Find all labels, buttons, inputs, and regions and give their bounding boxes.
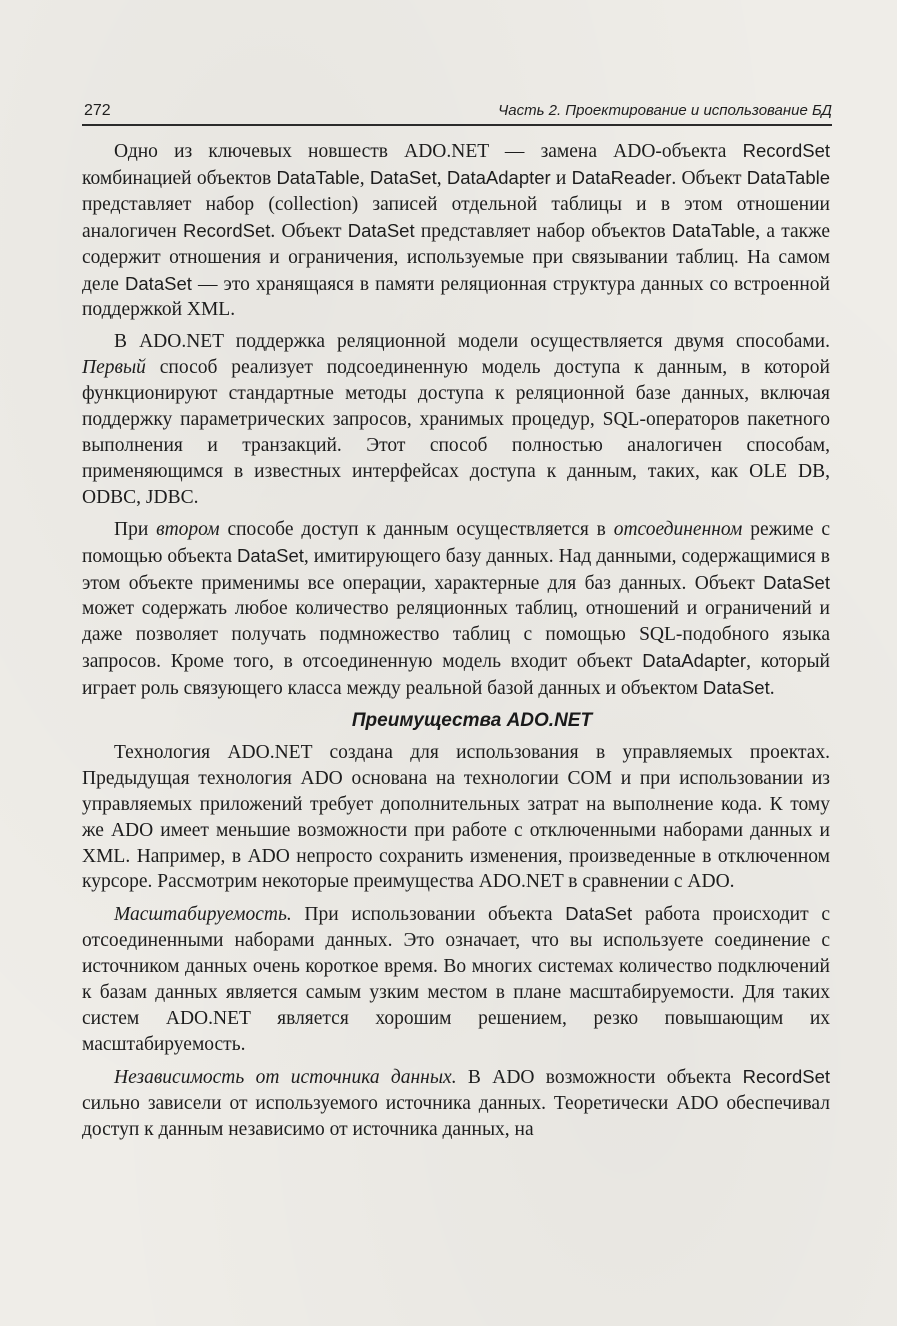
text-run: комбинацией объектов xyxy=(82,167,277,189)
code-term: DataAdapter xyxy=(446,166,551,188)
code-term: DataTable xyxy=(276,166,360,188)
paragraph-2 xyxy=(82,329,830,510)
page-header xyxy=(82,100,832,126)
running-head: Часть 2. Проектирование и использование БД xyxy=(498,102,832,119)
text-run: способе доступ к данным осуществляется в xyxy=(219,518,614,540)
code-term: RecordSet xyxy=(742,140,830,161)
paragraph-4 xyxy=(82,740,830,895)
code-term: DataSet xyxy=(702,677,770,699)
paragraph-3 xyxy=(82,517,830,702)
text-run: В ADO возможности объекта xyxy=(456,1066,743,1088)
emphasis: Независимость от источника данных. xyxy=(114,1066,457,1088)
code-term: RecordSet xyxy=(182,219,271,241)
code-term: DataSet xyxy=(125,272,192,294)
code-term: DataSet xyxy=(565,903,633,925)
page-number: 272 xyxy=(84,102,111,119)
text-run: способ реализует подсоединенную модель доступа к данным, в которой функционируют стандартные методы доступа к реляционной базе данных, включая поддержку параметрических запросов, хранимых процедур, SQL-операторов пакетного выполнения и транзакций. Этот способ полностью аналогичен способам, применяющимся в известных интерфейсах доступа к данным, таких, как OLE DB, ODBC, JDBC. xyxy=(82,357,830,508)
text-run: , который играет роль связующего класса между реальной базой данных и объектом xyxy=(82,651,830,700)
text-run: При использовании объекта xyxy=(291,904,566,926)
code-term: DataReader xyxy=(571,166,672,188)
text-run: , xyxy=(436,167,447,189)
text-run: . Объект xyxy=(270,220,348,242)
emphasis: Масштабируемость. xyxy=(114,904,292,926)
code-term: DataTable xyxy=(746,166,831,188)
text-run: и xyxy=(550,167,572,189)
text-run: При xyxy=(114,518,157,540)
text-run: . Объект xyxy=(671,167,747,189)
text-run: представляет набор объектов xyxy=(414,220,672,242)
text-run: . xyxy=(769,678,775,700)
emphasis: втором xyxy=(156,518,220,540)
text-run: В ADO.NET поддержка реляционной модели осуществляется двумя способами. xyxy=(114,331,830,353)
text-run: режиме с помощью объекта xyxy=(82,518,830,567)
code-term: RecordSet xyxy=(742,1065,831,1087)
code-term: DataAdapter xyxy=(642,650,747,672)
code-term: DataSet xyxy=(347,219,415,241)
text-run: Технология ADO.NET создана для использования в управляемых проектах. Предыдущая технология ADO основана на технологии COM и при использовании из управляемых приложений требует дополнительных затрат на выполнение кода. К тому же ADO имеет меньшие возможности при работе с отключенными наборами данных и XML. Например, в ADO непросто сохранить изменения, произведенные в отключенном курсоре. Рассмотрим некоторые преимущества ADO.NET в сравнении с ADO. xyxy=(82,741,830,893)
text-run: Одно из ключевых новшеств ADO.NET — замена ADO-объекта xyxy=(114,141,743,162)
code-term: DataSet xyxy=(763,571,830,593)
text-run: , xyxy=(359,167,370,189)
emphasis: Первый xyxy=(82,357,146,379)
text-run: может содержать любое количество реляционных таблиц, отношений и ограничений и даже позволяет получать подмножество таблиц с помощью SQL-подобного языка запросов. Кроме того, в отсоединенную модель входит объект xyxy=(82,598,830,673)
code-term: DataSet xyxy=(237,544,304,566)
body-text xyxy=(82,138,830,1143)
code-term: DataSet xyxy=(369,166,437,188)
paragraph-1 xyxy=(82,138,830,323)
paragraph-5 xyxy=(82,901,830,1057)
text-run: , а также содержит отношения и ограничения, используемые при связывании таблиц. На самом деле xyxy=(82,220,831,295)
text-run: — это хранящаяся в памяти реляционная структура данных со встроенной поддержкой XML. xyxy=(82,273,830,321)
text-run: работа происходит с отсоединенными наборами данных. Это означает, что вы используете соединение с источником данных очень короткое время. Во многих системах количество подключений к базам данных является самым узким местом в плане масштабируемости. Для таких систем ADO.NET является хорошим решением, резко повышающим их масштабируемость. xyxy=(82,904,831,1055)
text-run: представляет набор (collection) записей отдельной таблицы и в этом отношении аналогичен xyxy=(82,193,830,242)
emphasis: отсоединенном xyxy=(613,518,743,540)
paragraph-6 xyxy=(82,1064,830,1143)
text-run: сильно зависели от используемого источника данных. Теоретически ADO обеспечивал доступ к данным независимо от источника данных, на xyxy=(82,1092,830,1140)
text-run: , имитирующего базу данных. Над данными, содержащимися в этом объекте применимы все операции, характерные для баз данных. Объект xyxy=(82,545,831,594)
section-heading: Преимущества ADO.NET xyxy=(351,710,593,732)
code-term: DataTable xyxy=(671,219,756,241)
